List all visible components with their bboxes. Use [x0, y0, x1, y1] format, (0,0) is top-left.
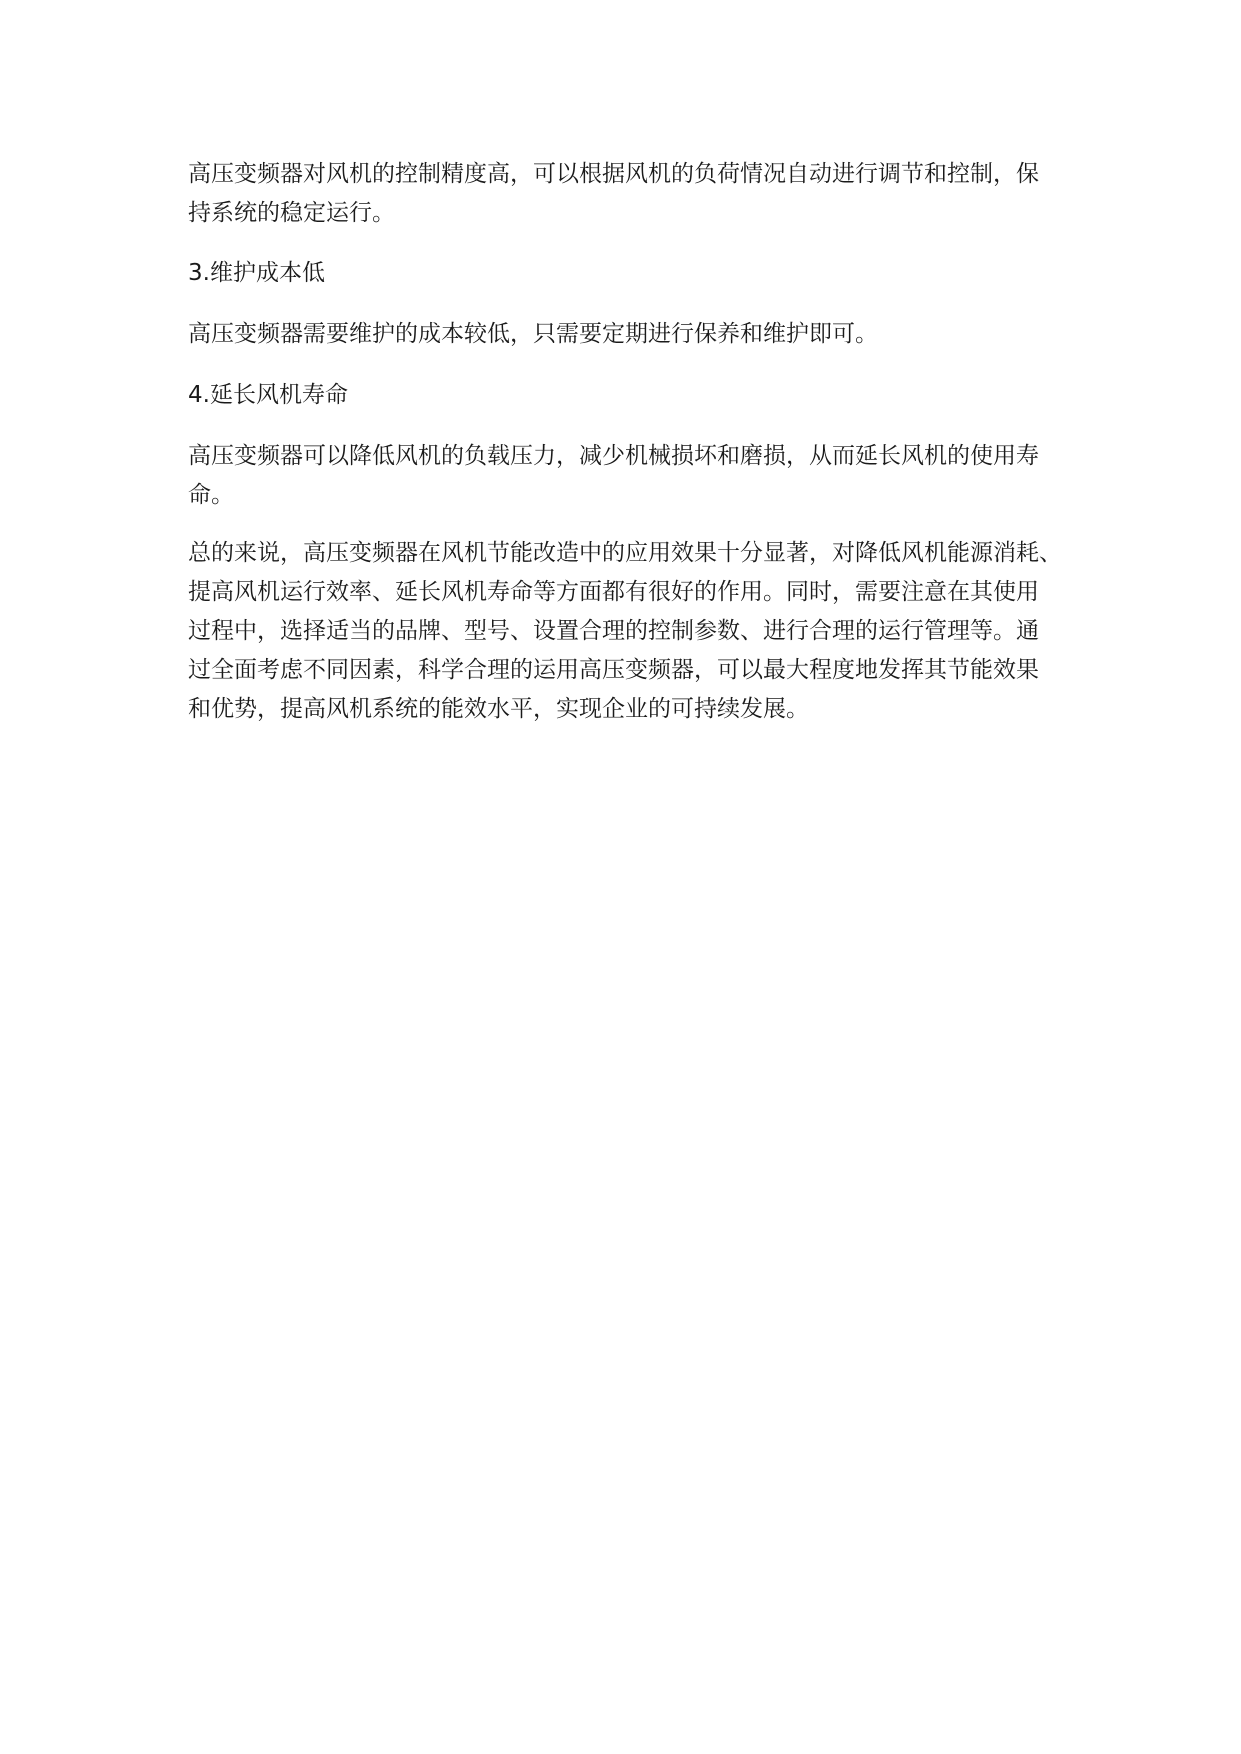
- heading-maintenance-cost: [188, 254, 1088, 293]
- document-body: [188, 155, 1088, 729]
- block-spacer: [188, 515, 1088, 534]
- heading-text: 3.维护成本低: [188, 260, 325, 286]
- paragraph-line: 高压变频器需要维护的成本较低，只需要定期进行保养和维护即可。: [188, 321, 878, 347]
- heading-text: 4.延长风机寿命: [188, 382, 348, 408]
- paragraph-line: 过全面考虑不同因素，科学合理的运用高压变频器，可以最大程度地发挥其节能效果: [188, 657, 1039, 683]
- paragraph-fan-lifespan: [188, 437, 1088, 515]
- paragraph-line: 持系统的稳定运行。: [188, 200, 395, 226]
- paragraph-line: 提高风机运行效率、延长风机寿命等方面都有很好的作用。同时，需要注意在其使用: [188, 579, 1039, 605]
- paragraph-maintenance-cost: [188, 315, 1088, 354]
- block-spacer: [188, 233, 1088, 254]
- paragraph-line: 总的来说，高压变频器在风机节能改造中的应用效果十分显著，对降低风机能源消耗、: [188, 540, 1062, 566]
- paragraph-line: 和优势，提高风机系统的能效水平，实现企业的可持续发展。: [188, 696, 809, 722]
- paragraph-line: 命。: [188, 482, 234, 508]
- paragraph-line: 高压变频器对风机的控制精度高，可以根据风机的负荷情况自动进行调节和控制，保: [188, 161, 1039, 187]
- block-spacer: [188, 354, 1088, 376]
- block-spacer: [188, 293, 1088, 315]
- paragraph-line: 高压变频器可以降低风机的负载压力，减少机械损坏和磨损，从而延长风机的使用寿: [188, 443, 1039, 469]
- block-spacer: [188, 415, 1088, 437]
- paragraph-control-precision: [188, 155, 1088, 233]
- heading-fan-lifespan: [188, 376, 1088, 415]
- paragraph-conclusion: [188, 534, 1088, 729]
- paragraph-line: 过程中，选择适当的品牌、型号、设置合理的控制参数、进行合理的运行管理等。通: [188, 618, 1039, 644]
